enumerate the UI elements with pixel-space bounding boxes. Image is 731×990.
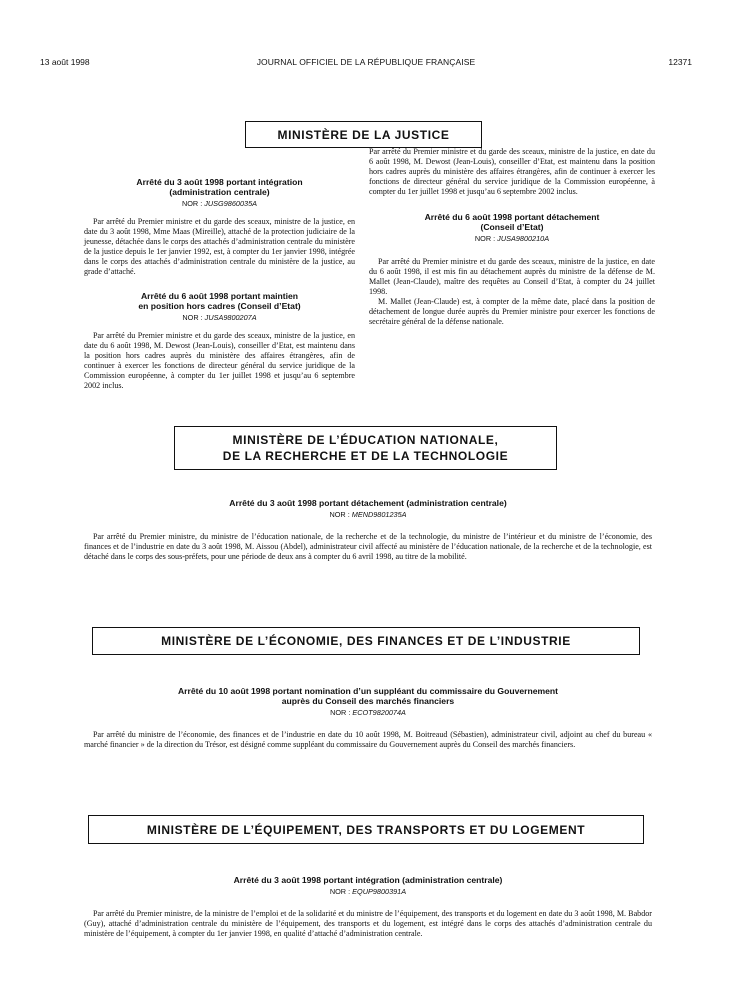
arrete-text: Par arrêté du Premier ministre, du ministre de l’éducation nationale, de la recherche et de la technologie, du ministre de l’intérieur et du ministre de l’économie, des finances et de l’industrie en date du 3 août 1998, M. Aissou (Abdel), administrateur civil affecté au ministère de l’éducation nationale, de la recherche et de la technologie, est détaché dans le corps des sous-préfets, pour une période de deux ans à compter du 6 avril 1998, au titre de la mobilité. bbox=[84, 532, 652, 561]
nor-code: JUSA9800210A bbox=[497, 234, 550, 243]
arrete-text-continued: Par arrêté du Premier ministre et du garde des sceaux, ministre de la justice, en date du 6 août 1998, M. Dewost (Jean-Louis), conseiller d’Etat, est maintenu dans la position hors cadres auprès du ministère des affaires étrangères, afin de continuer à exercer les fonctions de directeur général du service juridique de la Commission européenne, à compter du 1er juillet 1998 et jusqu’au 6 septembre 2002 inclus. bbox=[369, 147, 655, 196]
ministry-economie-heading: MINISTÈRE DE L’ÉCONOMIE, DES FINANCES ET DE L’INDUSTRIE bbox=[92, 627, 640, 655]
nor-code: ECOT9820074A bbox=[352, 708, 406, 717]
arrete-title: Arrêté du 6 août 1998 portant détachement (Conseil d’Etat) bbox=[424, 212, 600, 232]
nor-reference: NOR : MEND9801235A bbox=[329, 510, 407, 519]
arrete-text: Par arrêté du Premier ministre et du garde des sceaux, ministre de la justice, en date du 3 août 1998, Mme Maas (Mireille), attaché de la protection judiciaire de la jeunesse, détachée dans le corps des attachés d’administration centrale du ministère de la justice depuis le 1er janvier 1992, est, à compter du 1er janvier 1998, intégrée dans le corps des attachés d’administration centrale du ministère de la justice, au grade d’attaché. bbox=[84, 217, 355, 276]
arrete-title: Arrêté du 3 août 1998 portant intégration (administration centrale) bbox=[136, 177, 303, 197]
justice-right-column bbox=[369, 147, 655, 327]
nor-reference: NOR : ECOT9820074A bbox=[330, 708, 406, 717]
journal-title: JOURNAL OFFICIEL DE LA RÉPUBLIQUE FRANÇAISE bbox=[256, 57, 476, 67]
arrete-text: Par arrêté du Premier ministre et du garde des sceaux, ministre de la justice, en date du 6 août 1998, M. Dewost (Jean-Louis), conseiller d’Etat, est maintenu dans la position hors cadres auprès du ministère des affaires étrangères, afin de continuer à exercer les fonctions de directeur général du service juridique de la Commission européenne, à compter du 1er juillet 1998 et jusqu’au 6 septembre 2002 inclus. bbox=[84, 331, 355, 390]
nor-code: MEND9801235A bbox=[351, 510, 407, 519]
nor-code: EQUP9800391A bbox=[352, 887, 407, 896]
ministry-education-heading: MINISTÈRE DE L’ÉDUCATION NATIONALE, DE LA RECHERCHE ET DE LA TECHNOLOGIE bbox=[174, 426, 557, 470]
justice-left-column bbox=[84, 177, 355, 390]
arrete-text: Par arrêté du Premier ministre, de la ministre de l’emploi et de la solidarité et du ministre de l’équipement, des transports et du logement en date du 3 août 1998, M. Babdor (Guy), attaché d’administration centrale du ministère de l’équipement, des transports et du logement, est intégré dans le corps des attachés d’administration centrale du ministère de l’équipement, à compter du 1er janvier 1998, en qualité d’attaché d’administration centrale. bbox=[84, 909, 652, 938]
page-number: 12371 bbox=[668, 57, 692, 67]
arrete-title: Arrêté du 10 août 1998 portant nomination d’un suppléant du commissaire du Gouvernement auprès du Conseil des marchés financiers bbox=[177, 686, 559, 706]
nor-reference: NOR : JUSA9800210A bbox=[474, 234, 550, 243]
header-date: 13 août 1998 bbox=[40, 57, 90, 67]
arrete-text: Par arrêté du ministre de l’économie, des finances et de l’industrie en date du 10 août 1998, M. Boitreaud (Sébastien), administrateur civil, adjoint au chef du bureau « marché financier » de la direction du Trésor, est désigné comme suppléant du commissaire du Gouvernement auprès du Conseil des marchés financiers. bbox=[84, 730, 652, 749]
nor-reference: NOR : JUSG9860035A bbox=[181, 199, 258, 208]
nor-reference: NOR : JUSA9800207A bbox=[182, 313, 257, 322]
education-arrete bbox=[84, 498, 652, 562]
economie-arrete bbox=[84, 686, 652, 750]
nor-code: JUSA9800207A bbox=[204, 313, 257, 322]
ministry-equipement-heading: MINISTÈRE DE L’ÉQUIPEMENT, DES TRANSPORTS ET DU LOGEMENT bbox=[88, 815, 644, 844]
arrete-title: Arrêté du 3 août 1998 portant intégration (administration centrale) bbox=[233, 875, 503, 885]
ministry-justice-label: MINISTÈRE DE LA JUSTICE bbox=[277, 127, 450, 142]
nor-code: JUSG9860035A bbox=[204, 199, 258, 208]
equipement-arrete bbox=[84, 875, 652, 939]
nor-reference: NOR : EQUP9800391A bbox=[329, 887, 407, 896]
page-header bbox=[40, 57, 692, 69]
arrete-title: Arrêté du 3 août 1998 portant détachement (administration centrale) bbox=[229, 498, 507, 508]
arrete-text: Par arrêté du Premier ministre et du garde des sceaux, ministre de la justice, en date du 6 août 1998, il est mis fin au détachement auprès du ministre de la défense de M. Mallet (Jean-Claude), maître des requêtes au Conseil d’Etat, à compter du 24 juillet 1998. bbox=[369, 257, 655, 296]
arrete-title: Arrêté du 6 août 1998 portant maintien en position hors cadres (Conseil d’Etat) bbox=[138, 291, 301, 311]
ministry-justice-heading bbox=[245, 121, 482, 148]
arrete-text: M. Mallet (Jean-Claude) est, à compter de la même date, placé dans la position de détachement de longue durée auprès du Premier ministre pour exercer les fonctions de secrétaire général de la défense nationale. bbox=[369, 297, 655, 326]
